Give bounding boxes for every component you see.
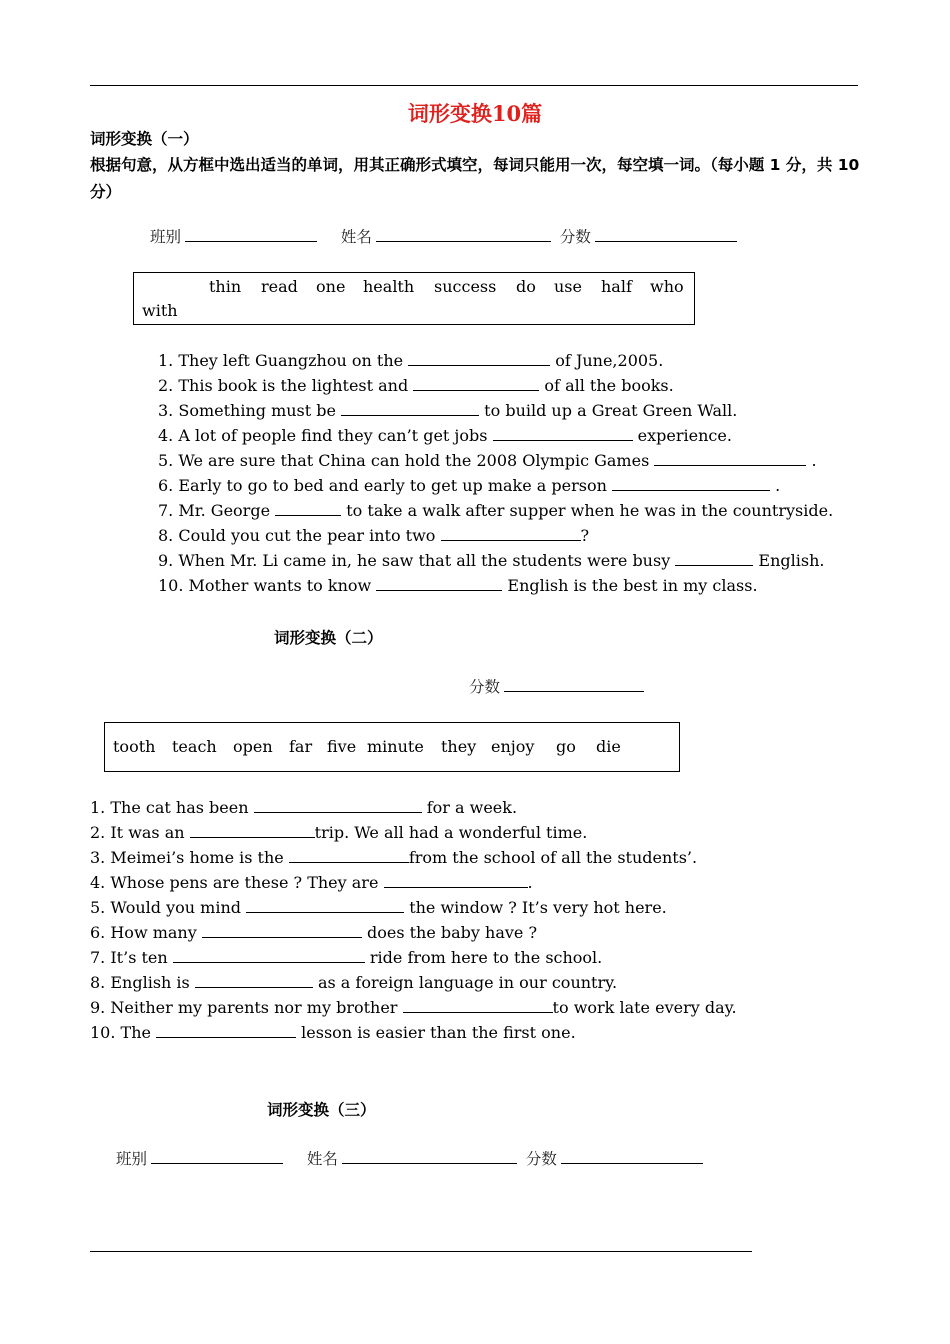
word-they: they [441, 737, 477, 756]
answer-blank[interactable] [493, 425, 633, 441]
word-open: open [233, 737, 273, 756]
section1-info-row [150, 225, 741, 247]
answer-blank[interactable] [675, 550, 753, 566]
word-teach: teach [172, 737, 217, 756]
section2-heading: 词形变换（二） [274, 629, 383, 647]
word-read: read [261, 277, 298, 296]
answer-blank[interactable] [289, 847, 409, 863]
word-far: far [289, 737, 313, 756]
answer-blank[interactable] [195, 972, 313, 988]
section3-info-row [116, 1147, 707, 1169]
answer-blank[interactable] [341, 400, 479, 416]
top-rule [90, 85, 858, 86]
section1-instruction: 根据句意，从方框中选出适当的单词，用其正确形式填空，每词只能用一次，每空填一词。（每小题 1 分，共 10 分） [90, 156, 860, 201]
s1-question-10: 10. Mother wants to know English is the best in my class. [158, 576, 758, 595]
answer-blank[interactable] [408, 350, 550, 366]
s1-question-7: 7. Mr. George to take a walk after supper when he was in the countryside. [158, 501, 834, 520]
word-success: success [434, 277, 497, 296]
section1-word-box [133, 272, 695, 325]
score-label: 分数 [469, 678, 501, 696]
word-tooth: tooth [113, 737, 156, 756]
word-who: who [650, 277, 684, 296]
word-go: go [556, 737, 576, 756]
word-use: use [554, 277, 582, 296]
class-label: 班别 [116, 1150, 148, 1168]
s2-question-7: 7. It’s ten ride from here to the school. [90, 948, 603, 967]
answer-blank[interactable] [384, 872, 528, 888]
answer-blank[interactable] [654, 450, 806, 466]
section3-heading: 词形变换（三） [267, 1101, 376, 1119]
section2-info-row [469, 675, 648, 697]
s1-question-4: 4. A lot of people find they can’t get jobs experience. [158, 426, 732, 445]
s2-question-3: 3. Meimei’s home is the from the school of all the students’. [90, 848, 698, 867]
s1-question-1: 1. They left Guangzhou on the of June,2005. [158, 351, 664, 370]
name-blank[interactable] [376, 227, 551, 242]
answer-blank[interactable] [441, 525, 581, 541]
class-label: 班别 [150, 228, 182, 246]
s1-question-3: 3. Something must be to build up a Great Green Wall. [158, 401, 738, 420]
score-blank[interactable] [595, 227, 737, 242]
s2-question-9: 9. Neither my parents nor my brother to work late every day. [90, 998, 737, 1017]
s1-question-9: 9. When Mr. Li came in, he saw that all the students were busy English. [158, 551, 825, 570]
class-blank[interactable] [185, 227, 317, 242]
section1-heading: 词形变换（一） [90, 130, 199, 148]
s2-question-2: 2. It was an trip. We all had a wonderful time. [90, 823, 588, 842]
s2-question-1: 1. The cat has been for a week. [90, 798, 518, 817]
s2-question-6: 6. How many does the baby have ? [90, 923, 538, 942]
word-thin: thin [209, 277, 242, 296]
answer-blank[interactable] [190, 822, 315, 838]
word-enjoy: enjoy [491, 737, 535, 756]
s2-question-10: 10. The lesson is easier than the first one. [90, 1023, 576, 1042]
answer-blank[interactable] [413, 375, 539, 391]
name-label: 姓名 [340, 228, 372, 246]
s2-question-8: 8. English is as a foreign language in our country. [90, 973, 618, 992]
answer-blank[interactable] [275, 500, 341, 516]
s2-question-4: 4. Whose pens are these ? They are . [90, 873, 533, 892]
answer-blank[interactable] [376, 575, 502, 591]
s1-question-8: 8. Could you cut the pear into two ? [158, 526, 590, 545]
answer-blank[interactable] [403, 997, 553, 1013]
word-half: half [601, 277, 632, 296]
answer-blank[interactable] [246, 897, 404, 913]
name-blank[interactable] [342, 1149, 517, 1164]
word-health: health [363, 277, 415, 296]
s1-question-5: 5. We are sure that China can hold the 2008 Olympic Games . [158, 451, 817, 470]
answer-blank[interactable] [254, 797, 422, 813]
answer-blank[interactable] [612, 475, 770, 491]
answer-blank[interactable] [173, 947, 365, 963]
score-blank[interactable] [561, 1149, 703, 1164]
word-with: with [142, 301, 178, 320]
word-minute: minute [367, 737, 424, 756]
word-do: do [516, 277, 536, 296]
score-label: 分数 [559, 228, 591, 246]
word-five: five [327, 737, 357, 756]
page-title: 词形变换10篇 [407, 101, 543, 126]
s1-question-2: 2. This book is the lightest and of all the books. [158, 376, 674, 395]
s2-question-5: 5. Would you mind the window ? It’s very hot here. [90, 898, 667, 917]
answer-blank[interactable] [202, 922, 362, 938]
name-label: 姓名 [306, 1150, 338, 1168]
section2-word-box [104, 722, 680, 772]
word-one: one [316, 277, 346, 296]
bottom-rule [90, 1251, 752, 1252]
s1-question-6: 6. Early to go to bed and early to get up make a person . [158, 476, 781, 495]
word-die: die [596, 737, 621, 756]
score-label: 分数 [525, 1150, 557, 1168]
answer-blank[interactable] [156, 1022, 296, 1038]
class-blank[interactable] [151, 1149, 283, 1164]
score-blank[interactable] [504, 677, 644, 692]
